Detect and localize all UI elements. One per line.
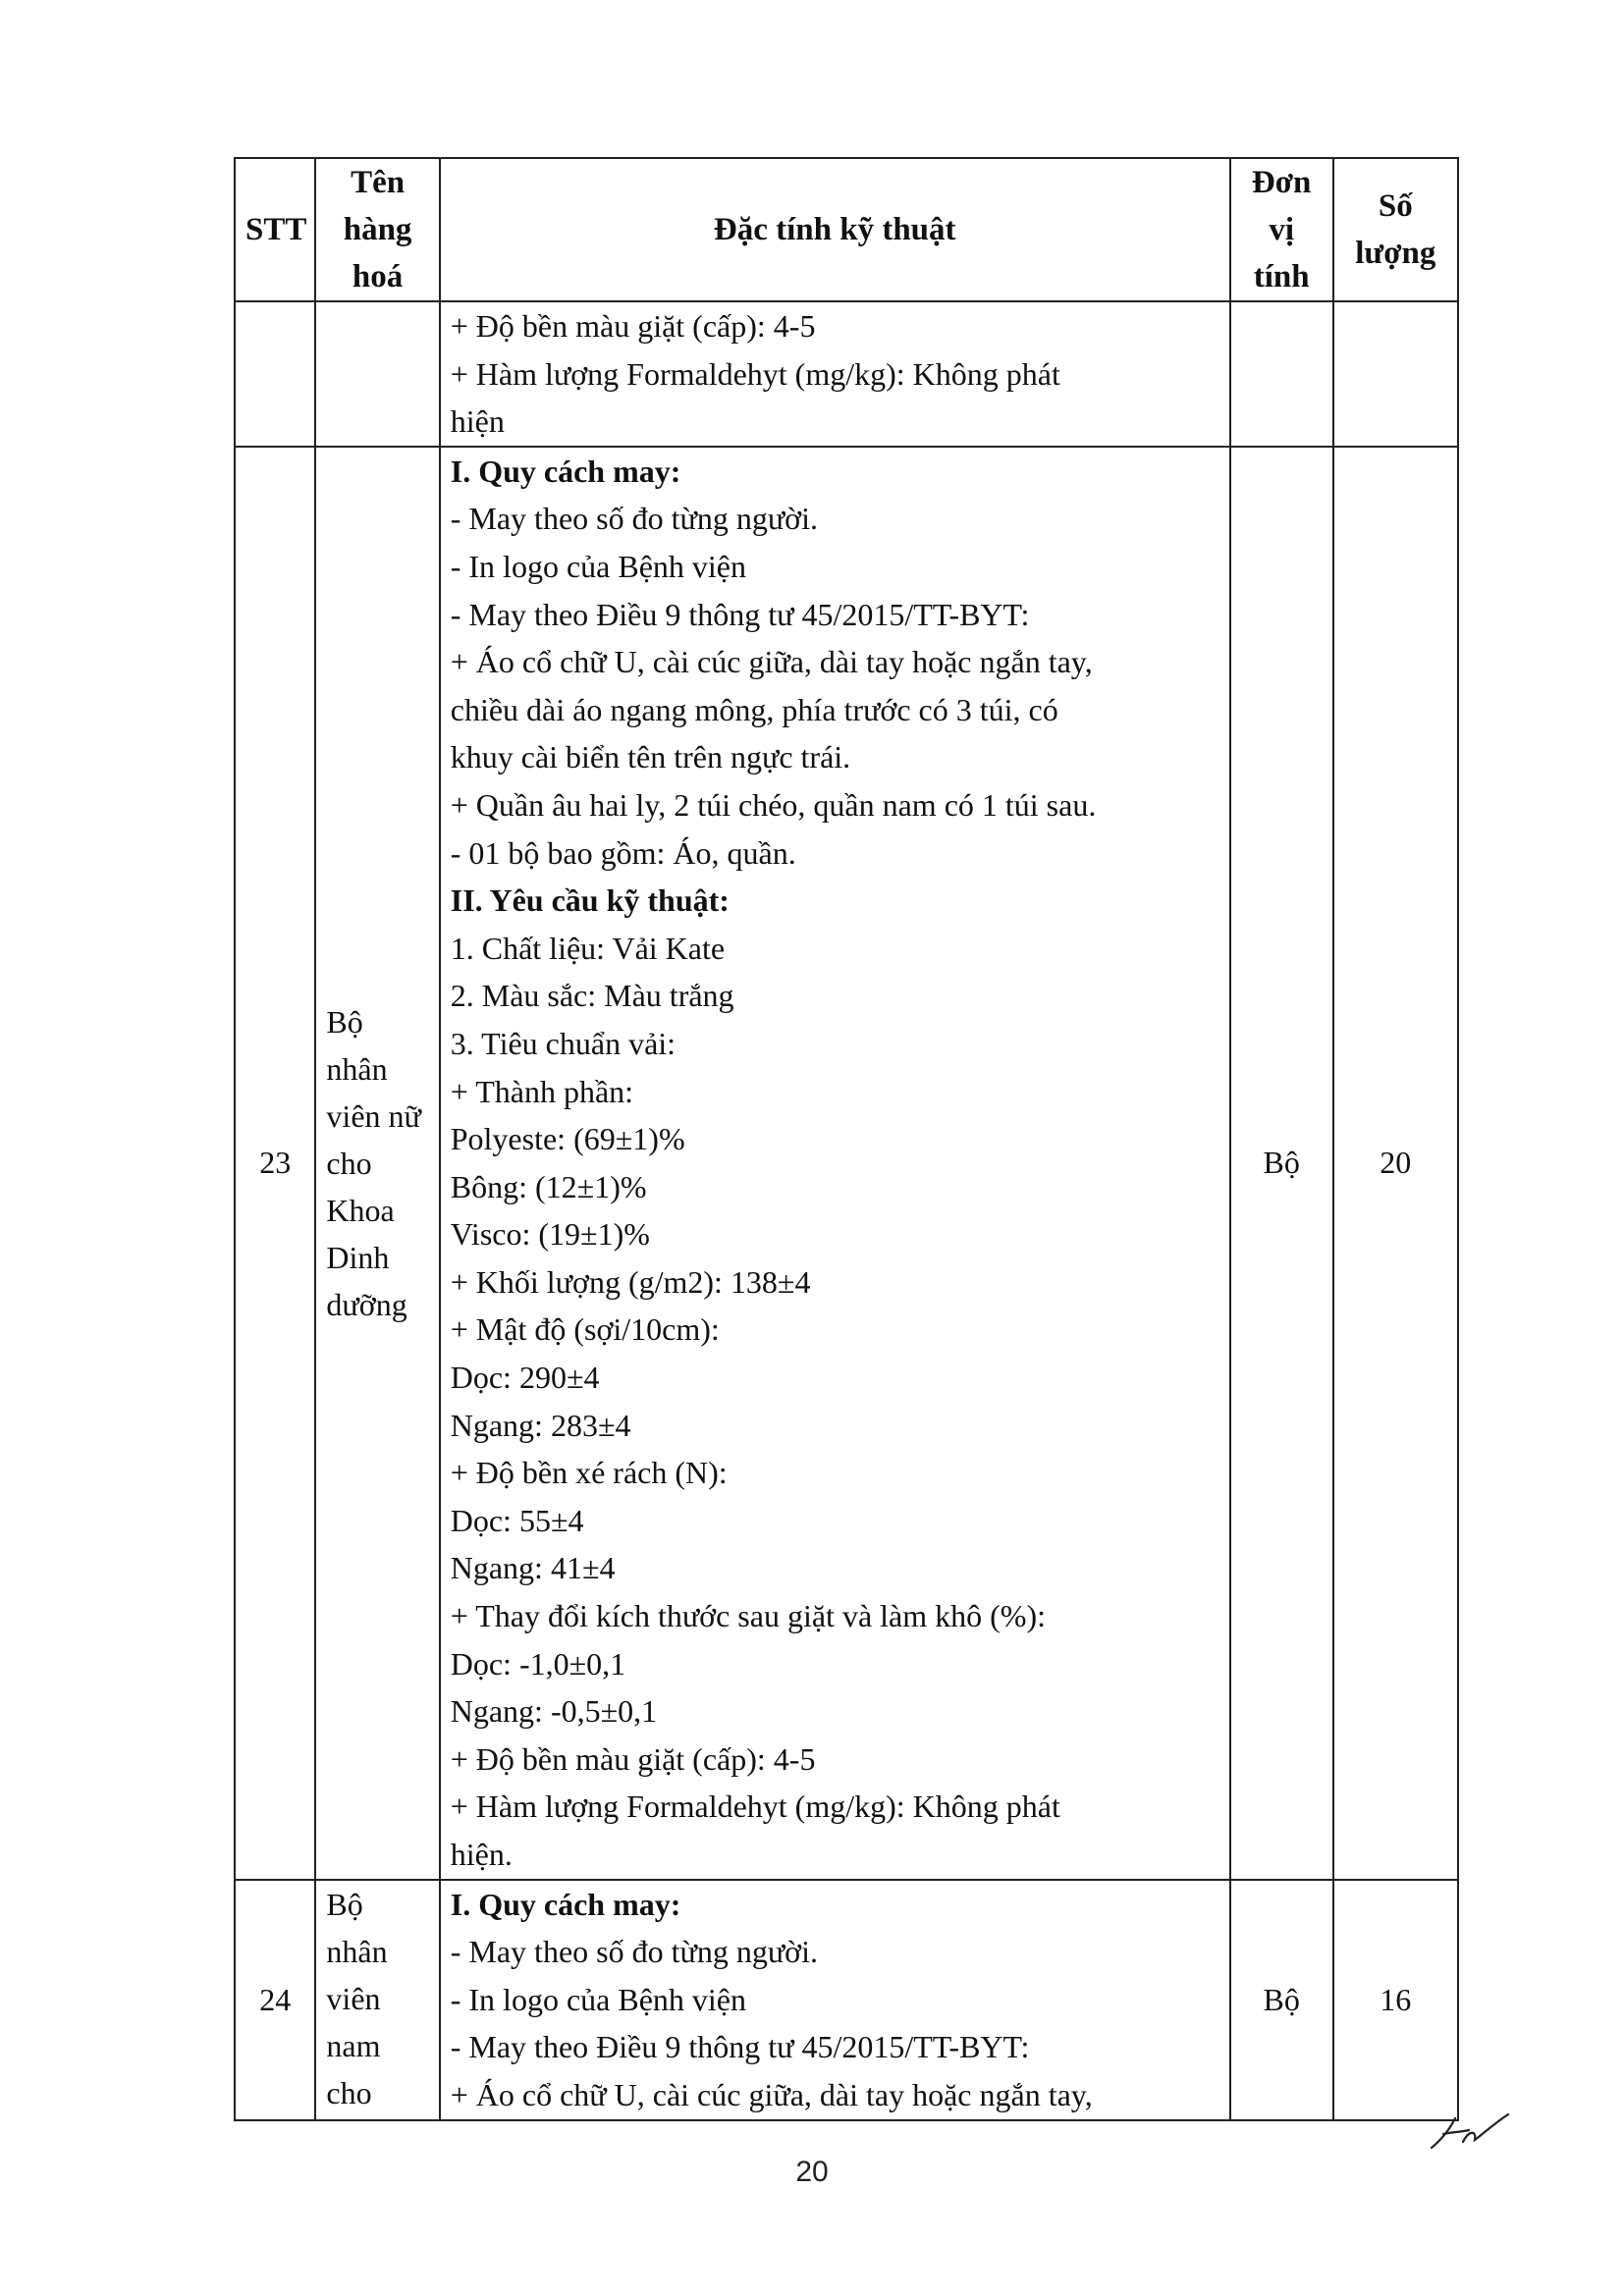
spec-line: Dọc: 290±4	[450, 1360, 600, 1396]
row23-qty: 20	[1333, 447, 1458, 1880]
name-line: nhân	[326, 1933, 388, 1969]
name-line: Dinh	[326, 1239, 390, 1275]
spec-line: 2. Màu sắc: Màu trắng	[450, 978, 734, 1014]
name-line: nhân	[326, 1050, 388, 1087]
header-stt: STT	[235, 158, 315, 301]
name-line: Khoa	[326, 1192, 395, 1228]
name-line: Bộ	[326, 1003, 363, 1040]
handwritten-initials-icon	[1426, 2109, 1514, 2158]
page-number: 20	[795, 2156, 829, 2188]
table-header-row	[235, 158, 1458, 301]
header-name	[315, 158, 439, 301]
spec-line: Dọc: 55±4	[450, 1502, 584, 1538]
spec-line: + Hàm lượng Formaldehyt (mg/kg): Không phát	[450, 1789, 1060, 1825]
name-line: dưỡng	[326, 1286, 407, 1322]
spec-line: + Áo cổ chữ U, cài cúc giữa, dài tay hoặc ngắn tay,	[450, 644, 1093, 680]
continuation-qty-cell	[1333, 301, 1458, 447]
spec-line: - May theo Điều 9 thông tư 45/2015/TT-BYT:	[450, 596, 1030, 632]
table-row-23	[235, 447, 1458, 1880]
spec-line: + Độ bền màu giặt (cấp): 4-5	[450, 1740, 816, 1777]
spec-line: + Thay đổi kích thước sau giặt và làm khô (%):	[450, 1598, 1046, 1634]
row24-spec	[440, 1880, 1230, 2120]
name-line: cho	[326, 2074, 372, 2110]
spec-line: - 01 bộ bao gồm: Áo, quần.	[450, 834, 796, 871]
row23-spec	[440, 447, 1230, 1880]
spec-line: - May theo số đo từng người.	[450, 1934, 818, 1970]
spec-line: - In logo của Bệnh viện	[450, 1981, 746, 2017]
row24-name	[315, 1880, 439, 2120]
spec-line: 1. Chất liệu: Vải Kate	[450, 930, 726, 966]
row24-unit: Bộ	[1230, 1880, 1333, 2120]
header-name-line: Tên	[351, 165, 406, 200]
spec-line: - May theo số đo từng người.	[450, 501, 818, 537]
name-line: cho	[326, 1145, 372, 1181]
spec-line: + Độ bền xé rách (N):	[450, 1455, 728, 1491]
spec-line: + Quần âu hai ly, 2 túi chéo, quần nam có 1 túi sau.	[450, 786, 1097, 823]
row23-name	[315, 447, 439, 1880]
header-unit-line: Đơn	[1251, 165, 1312, 200]
name-line: viên nữ	[326, 1097, 421, 1134]
continuation-spec-cell	[440, 301, 1230, 447]
spec-line: + Hàm lượng Formaldehyt (mg/kg): Không phát	[450, 355, 1060, 392]
header-unit-line: vị	[1269, 212, 1294, 247]
spec-line: hiện.	[450, 1837, 513, 1872]
header-name-line: hàng	[343, 212, 412, 247]
header-qty-line: Số	[1378, 188, 1413, 224]
spec-line: Ngang: -0,5±0,1	[450, 1693, 658, 1730]
continuation-stt-cell	[235, 301, 315, 447]
row24-stt: 24	[235, 1880, 315, 2120]
header-unit	[1230, 158, 1333, 301]
header-name-line: hoá	[352, 259, 404, 294]
name-line: nam	[326, 2027, 381, 2063]
spec-line: 3. Tiêu chuẩn vải:	[450, 1025, 677, 1061]
table-row-continuation	[235, 301, 1458, 447]
table-row-24	[235, 1880, 1458, 2120]
spec-line: khuy cài biển tên trên ngực trái.	[450, 739, 851, 775]
name-line: Bộ	[326, 1886, 363, 1922]
section-heading: I. Quy cách may:	[450, 1886, 681, 1922]
spec-line: + Khối lượng (g/m2): 138±4	[450, 1263, 811, 1300]
row23-stt: 23	[235, 447, 315, 1880]
section-heading: II. Yêu cầu kỹ thuật:	[450, 882, 730, 919]
spec-line: Dọc: -1,0±0,1	[450, 1645, 626, 1682]
spec-line: + Áo cổ chữ U, cài cúc giữa, dài tay hoặc ngắn tay,	[450, 2076, 1093, 2112]
row24-qty: 16	[1333, 1880, 1458, 2120]
spec-line: + Độ bền màu giặt (cấp): 4-5	[450, 308, 816, 344]
spec-line: Visco: (19±1)%	[450, 1216, 650, 1253]
spec-line: Ngang: 283±4	[450, 1407, 631, 1443]
header-unit-line: tính	[1253, 259, 1310, 294]
spec-line: Bông: (12±1)%	[450, 1168, 647, 1204]
section-heading: I. Quy cách may:	[450, 453, 681, 489]
spec-line: - May theo Điều 9 thông tư 45/2015/TT-BYT:	[450, 2029, 1030, 2065]
continuation-unit-cell	[1230, 301, 1333, 447]
header-spec: Đặc tính kỹ thuật	[440, 158, 1230, 301]
spec-line: + Thành phần:	[450, 1073, 634, 1109]
continuation-name-cell	[315, 301, 439, 447]
spec-table	[234, 157, 1459, 2121]
spec-line: Polyeste: (69±1)%	[450, 1121, 685, 1157]
name-line: viên	[326, 1980, 381, 2016]
header-qty-line: lượng	[1355, 236, 1436, 271]
spec-line: chiều dài áo ngang mông, phía trước có 3 túi, có	[450, 691, 1058, 727]
row23-unit: Bộ	[1230, 447, 1333, 1880]
spec-line: Ngang: 41±4	[450, 1550, 616, 1586]
header-qty	[1333, 158, 1458, 301]
spec-line: + Mật độ (sợi/10cm):	[450, 1311, 720, 1348]
spec-line: hiện	[450, 403, 505, 440]
spec-line: - In logo của Bệnh viện	[450, 548, 746, 584]
